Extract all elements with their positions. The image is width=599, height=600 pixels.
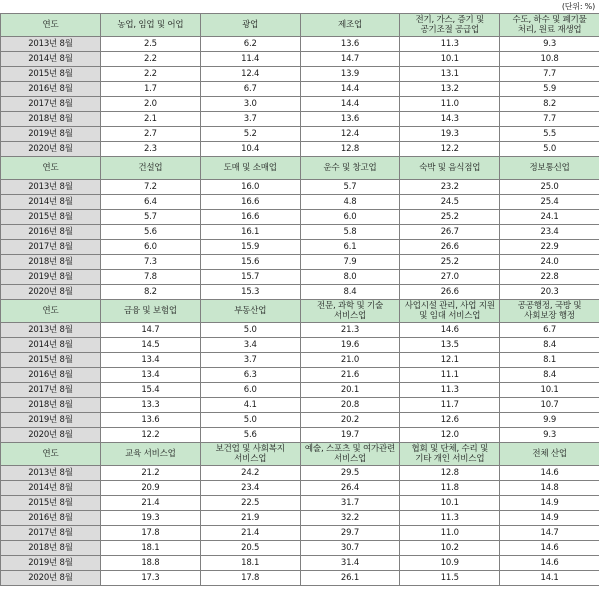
table-row (1, 52, 599, 67)
value-cell: 6.1 (300, 240, 400, 255)
industry-column-header: 예술, 스포츠 및 여가관련 서비스업 (300, 443, 400, 466)
value-cell: 19.6 (300, 338, 400, 353)
value-cell: 14.4 (300, 82, 400, 97)
value-cell: 19.7 (300, 428, 400, 443)
value-cell: 14.1 (500, 571, 599, 586)
value-cell: 31.7 (300, 496, 400, 511)
value-cell: 17.8 (200, 571, 300, 586)
year-cell: 2019년 8월 (1, 270, 101, 285)
value-cell: 26.1 (300, 571, 400, 586)
value-cell: 21.4 (200, 526, 300, 541)
year-cell: 2015년 8월 (1, 210, 101, 225)
value-cell: 10.7 (500, 398, 599, 413)
table-row (1, 556, 599, 571)
value-cell: 13.4 (101, 368, 201, 383)
year-cell: 2020년 8월 (1, 142, 101, 157)
value-cell: 21.6 (300, 368, 400, 383)
value-cell: 19.3 (400, 127, 500, 142)
year-column-header: 연도 (1, 14, 101, 37)
year-cell: 2018년 8월 (1, 112, 101, 127)
value-cell: 17.3 (101, 571, 201, 586)
value-cell: 23.4 (500, 225, 599, 240)
value-cell: 10.4 (200, 142, 300, 157)
value-cell: 22.5 (200, 496, 300, 511)
year-cell: 2018년 8월 (1, 398, 101, 413)
table-row (1, 240, 599, 255)
industry-column-header: 사업시설 관리, 사업 지원 및 임대 서비스업 (400, 300, 500, 323)
value-cell: 24.2 (200, 466, 300, 481)
value-cell: 21.9 (200, 511, 300, 526)
table-row (1, 180, 599, 195)
year-cell: 2015년 8월 (1, 496, 101, 511)
industry-column-header: 농업, 임업 및 어업 (101, 14, 201, 37)
industry-column-header: 건설업 (101, 157, 201, 180)
industry-column-header: 부동산업 (200, 300, 300, 323)
value-cell: 14.9 (500, 511, 599, 526)
year-cell: 2014년 8월 (1, 195, 101, 210)
value-cell: 2.5 (101, 37, 201, 52)
value-cell: 24.1 (500, 210, 599, 225)
value-cell: 14.6 (500, 556, 599, 571)
value-cell: 24.5 (400, 195, 500, 210)
value-cell: 3.0 (200, 97, 300, 112)
value-cell: 14.7 (500, 526, 599, 541)
year-column-header: 연도 (1, 443, 101, 466)
value-cell: 13.6 (101, 413, 201, 428)
value-cell: 8.4 (500, 368, 599, 383)
table-row (1, 511, 599, 526)
value-cell: 10.8 (500, 52, 599, 67)
value-cell: 7.9 (300, 255, 400, 270)
value-cell: 6.2 (200, 37, 300, 52)
value-cell: 21.3 (300, 323, 400, 338)
section-header-row (1, 443, 599, 466)
value-cell: 21.2 (101, 466, 201, 481)
industry-column-header: 전체 산업 (500, 443, 599, 466)
table-row (1, 67, 599, 82)
value-cell: 22.9 (500, 240, 599, 255)
value-cell: 14.6 (500, 541, 599, 556)
value-cell: 16.0 (200, 180, 300, 195)
value-cell: 20.2 (300, 413, 400, 428)
value-cell: 11.3 (400, 511, 500, 526)
value-cell: 12.2 (400, 142, 500, 157)
industry-column-header: 광업 (200, 14, 300, 37)
value-cell: 26.6 (400, 240, 500, 255)
table-row (1, 526, 599, 541)
value-cell: 14.7 (300, 52, 400, 67)
value-cell: 7.2 (101, 180, 201, 195)
section-header-row (1, 300, 599, 323)
year-column-header: 연도 (1, 300, 101, 323)
value-cell: 8.0 (300, 270, 400, 285)
value-cell: 15.3 (200, 285, 300, 300)
value-cell: 2.3 (101, 142, 201, 157)
industry-column-header: 운수 및 창고업 (300, 157, 400, 180)
year-cell: 2014년 8월 (1, 338, 101, 353)
value-cell: 5.8 (300, 225, 400, 240)
value-cell: 13.4 (101, 353, 201, 368)
value-cell: 5.0 (200, 413, 300, 428)
year-cell: 2013년 8월 (1, 37, 101, 52)
value-cell: 21.4 (101, 496, 201, 511)
year-cell: 2016년 8월 (1, 368, 101, 383)
year-cell: 2020년 8월 (1, 285, 101, 300)
value-cell: 15.6 (200, 255, 300, 270)
year-cell: 2015년 8월 (1, 353, 101, 368)
value-cell: 3.4 (200, 338, 300, 353)
value-cell: 18.1 (101, 541, 201, 556)
value-cell: 14.5 (101, 338, 201, 353)
value-cell: 20.1 (300, 383, 400, 398)
value-cell: 12.8 (300, 142, 400, 157)
table-row (1, 466, 599, 481)
industry-column-header: 교육 서비스업 (101, 443, 201, 466)
table-row (1, 428, 599, 443)
value-cell: 31.4 (300, 556, 400, 571)
value-cell: 15.7 (200, 270, 300, 285)
value-cell: 6.0 (200, 383, 300, 398)
value-cell: 16.6 (200, 210, 300, 225)
value-cell: 14.6 (500, 466, 599, 481)
table-row (1, 383, 599, 398)
industry-column-header: 도매 및 소매업 (200, 157, 300, 180)
year-cell: 2013년 8월 (1, 180, 101, 195)
value-cell: 27.0 (400, 270, 500, 285)
industry-column-header: 제조업 (300, 14, 400, 37)
value-cell: 16.1 (200, 225, 300, 240)
year-cell: 2016년 8월 (1, 82, 101, 97)
value-cell: 7.3 (101, 255, 201, 270)
table-row (1, 353, 599, 368)
industry-column-header: 보건업 및 사회복지 서비스업 (200, 443, 300, 466)
value-cell: 12.4 (200, 67, 300, 82)
value-cell: 13.5 (400, 338, 500, 353)
value-cell: 13.6 (300, 37, 400, 52)
year-cell: 2016년 8월 (1, 225, 101, 240)
value-cell: 20.8 (300, 398, 400, 413)
value-cell: 13.9 (300, 67, 400, 82)
value-cell: 10.2 (400, 541, 500, 556)
value-cell: 29.5 (300, 466, 400, 481)
year-cell: 2019년 8월 (1, 556, 101, 571)
value-cell: 9.3 (500, 37, 599, 52)
value-cell: 7.7 (500, 112, 599, 127)
value-cell: 7.8 (101, 270, 201, 285)
table-row (1, 142, 599, 157)
value-cell: 11.3 (400, 383, 500, 398)
industry-column-header: 수도, 하수 및 폐기물 처리, 원료 재생업 (500, 14, 599, 37)
table-row (1, 338, 599, 353)
table-row (1, 571, 599, 586)
value-cell: 4.1 (200, 398, 300, 413)
table-row (1, 285, 599, 300)
value-cell: 14.6 (400, 323, 500, 338)
value-cell: 10.1 (400, 496, 500, 511)
value-cell: 5.7 (300, 180, 400, 195)
year-cell: 2013년 8월 (1, 323, 101, 338)
value-cell: 15.4 (101, 383, 201, 398)
value-cell: 14.7 (101, 323, 201, 338)
unit-label: (단위: %) (561, 2, 595, 11)
value-cell: 13.2 (400, 82, 500, 97)
year-cell: 2016년 8월 (1, 511, 101, 526)
value-cell: 24.0 (500, 255, 599, 270)
value-cell: 8.1 (500, 353, 599, 368)
industry-column-header: 전기, 가스, 증기 및 공기조절 공급업 (400, 14, 500, 37)
value-cell: 32.2 (300, 511, 400, 526)
value-cell: 14.8 (500, 481, 599, 496)
value-cell: 9.9 (500, 413, 599, 428)
value-cell: 5.6 (101, 225, 201, 240)
value-cell: 5.9 (500, 82, 599, 97)
value-cell: 5.5 (500, 127, 599, 142)
table-row (1, 323, 599, 338)
year-cell: 2018년 8월 (1, 541, 101, 556)
value-cell: 12.2 (101, 428, 201, 443)
value-cell: 7.7 (500, 67, 599, 82)
value-cell: 12.1 (400, 353, 500, 368)
value-cell: 4.8 (300, 195, 400, 210)
value-cell: 11.7 (400, 398, 500, 413)
value-cell: 10.9 (400, 556, 500, 571)
value-cell: 15.9 (200, 240, 300, 255)
value-cell: 11.8 (400, 481, 500, 496)
table-row (1, 97, 599, 112)
table-row (1, 541, 599, 556)
value-cell: 20.3 (500, 285, 599, 300)
value-cell: 3.7 (200, 353, 300, 368)
value-cell: 19.3 (101, 511, 201, 526)
section-header-row (1, 14, 599, 37)
value-cell: 25.4 (500, 195, 599, 210)
value-cell: 2.2 (101, 52, 201, 67)
value-cell: 9.3 (500, 428, 599, 443)
value-cell: 14.3 (400, 112, 500, 127)
value-cell: 11.0 (400, 97, 500, 112)
year-cell: 2020년 8월 (1, 428, 101, 443)
value-cell: 11.1 (400, 368, 500, 383)
value-cell: 12.0 (400, 428, 500, 443)
year-cell: 2013년 8월 (1, 466, 101, 481)
table-row (1, 210, 599, 225)
value-cell: 11.5 (400, 571, 500, 586)
value-cell: 6.0 (101, 240, 201, 255)
table-row (1, 225, 599, 240)
year-cell: 2017년 8월 (1, 526, 101, 541)
value-cell: 23.2 (400, 180, 500, 195)
value-cell: 6.0 (300, 210, 400, 225)
value-cell: 5.7 (101, 210, 201, 225)
table-row (1, 481, 599, 496)
table-row (1, 127, 599, 142)
value-cell: 29.7 (300, 526, 400, 541)
value-cell: 2.2 (101, 67, 201, 82)
industry-rate-table (0, 13, 599, 586)
value-cell: 20.9 (101, 481, 201, 496)
table-row (1, 368, 599, 383)
value-cell: 26.6 (400, 285, 500, 300)
value-cell: 30.7 (300, 541, 400, 556)
table-row (1, 496, 599, 511)
value-cell: 3.7 (200, 112, 300, 127)
value-cell: 20.5 (200, 541, 300, 556)
value-cell: 5.0 (500, 142, 599, 157)
year-cell: 2019년 8월 (1, 413, 101, 428)
value-cell: 13.6 (300, 112, 400, 127)
value-cell: 6.7 (200, 82, 300, 97)
year-cell: 2018년 8월 (1, 255, 101, 270)
value-cell: 12.4 (300, 127, 400, 142)
value-cell: 2.1 (101, 112, 201, 127)
value-cell: 11.3 (400, 37, 500, 52)
year-column-header: 연도 (1, 157, 101, 180)
year-cell: 2015년 8월 (1, 67, 101, 82)
table-row (1, 398, 599, 413)
value-cell: 11.4 (200, 52, 300, 67)
value-cell: 25.2 (400, 255, 500, 270)
value-cell: 10.1 (400, 52, 500, 67)
value-cell: 8.2 (101, 285, 201, 300)
value-cell: 6.7 (500, 323, 599, 338)
value-cell: 12.6 (400, 413, 500, 428)
year-cell: 2017년 8월 (1, 383, 101, 398)
value-cell: 10.1 (500, 383, 599, 398)
value-cell: 8.4 (300, 285, 400, 300)
value-cell: 14.4 (300, 97, 400, 112)
value-cell: 25.2 (400, 210, 500, 225)
value-cell: 11.0 (400, 526, 500, 541)
section-header-row (1, 157, 599, 180)
value-cell: 16.6 (200, 195, 300, 210)
value-cell: 5.0 (200, 323, 300, 338)
value-cell: 13.1 (400, 67, 500, 82)
value-cell: 23.4 (200, 481, 300, 496)
table-row (1, 37, 599, 52)
table-row (1, 112, 599, 127)
value-cell: 6.4 (101, 195, 201, 210)
value-cell: 5.2 (200, 127, 300, 142)
industry-column-header: 금융 및 보험업 (101, 300, 201, 323)
table-row (1, 255, 599, 270)
value-cell: 1.7 (101, 82, 201, 97)
value-cell: 8.2 (500, 97, 599, 112)
table-body (1, 14, 599, 586)
value-cell: 14.9 (500, 496, 599, 511)
value-cell: 17.8 (101, 526, 201, 541)
industry-column-header: 정보통신업 (500, 157, 599, 180)
value-cell: 26.7 (400, 225, 500, 240)
industry-column-header: 숙박 및 음식점업 (400, 157, 500, 180)
value-cell: 12.8 (400, 466, 500, 481)
year-cell: 2019년 8월 (1, 127, 101, 142)
value-cell: 25.0 (500, 180, 599, 195)
table-row (1, 82, 599, 97)
value-cell: 6.3 (200, 368, 300, 383)
value-cell: 8.4 (500, 338, 599, 353)
value-cell: 5.6 (200, 428, 300, 443)
industry-column-header: 전문, 과학 및 기술 서비스업 (300, 300, 400, 323)
table-row (1, 195, 599, 210)
year-cell: 2014년 8월 (1, 481, 101, 496)
year-cell: 2014년 8월 (1, 52, 101, 67)
value-cell: 26.4 (300, 481, 400, 496)
table-row (1, 413, 599, 428)
value-cell: 22.8 (500, 270, 599, 285)
value-cell: 2.0 (101, 97, 201, 112)
value-cell: 21.0 (300, 353, 400, 368)
value-cell: 2.7 (101, 127, 201, 142)
industry-column-header: 공공행정, 국방 및 사회보장 행정 (500, 300, 599, 323)
year-cell: 2020년 8월 (1, 571, 101, 586)
value-cell: 13.3 (101, 398, 201, 413)
value-cell: 18.8 (101, 556, 201, 571)
year-cell: 2017년 8월 (1, 240, 101, 255)
table-row (1, 270, 599, 285)
value-cell: 18.1 (200, 556, 300, 571)
year-cell: 2017년 8월 (1, 97, 101, 112)
industry-column-header: 협회 및 단체, 수리 및 기타 개인 서비스업 (400, 443, 500, 466)
